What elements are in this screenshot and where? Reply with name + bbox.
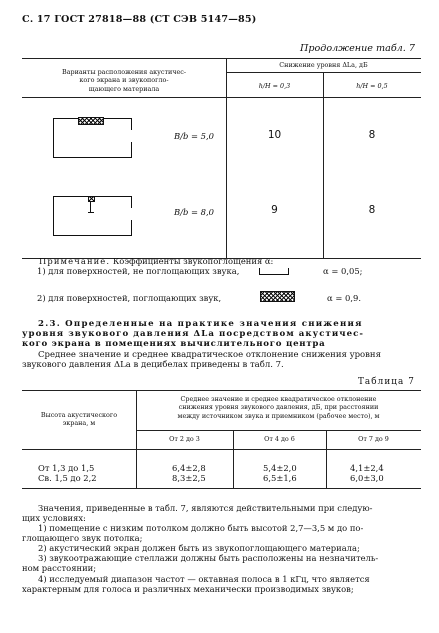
r1-2-3: 6,4±2,8 bbox=[172, 463, 206, 473]
ratio-03-header: h/H = 0,3 bbox=[258, 82, 291, 90]
section-heading-line-3: кого экрана в помещениях вычислительного центра bbox=[22, 339, 326, 349]
condition-3-line-1: 3) звукоотражающие стеллажи должны быть расположены на незначитель- bbox=[38, 553, 379, 563]
condition-3-line-2: ном расстоянии; bbox=[22, 563, 97, 573]
distance-7-9-header: От 7 до 9 bbox=[358, 435, 389, 443]
row-1-label: B/b = 5,0 bbox=[174, 131, 214, 141]
page-header: С. 17 ГОСТ 27818—88 (СТ СЭВ 5147—85) bbox=[22, 14, 257, 25]
r1-7-9: 4,1±2,4 bbox=[350, 463, 384, 473]
section-paragraph-line-2: звукового давления ΔLa в децибелах приведены в табл. 7. bbox=[22, 360, 284, 370]
note-item-1-value: α = 0,05; bbox=[323, 266, 363, 276]
row-1-value-05: 8 bbox=[368, 129, 376, 141]
non-absorbing-symbol bbox=[259, 268, 289, 275]
table-continuation-label: Продолжение табл. 7 bbox=[299, 43, 415, 54]
distance-2-3-header: От 2 до 3 bbox=[169, 435, 200, 443]
section-paragraph-line-1: Среднее значение и среднее квадратическое отклонение снижения уровня bbox=[38, 350, 381, 360]
r2-4-6: 6,5±1,6 bbox=[263, 473, 297, 483]
distance-4-6-header: От 4 до 6 bbox=[264, 435, 295, 443]
condition-4-line-1: 4) исследуемый диапазон частот — октавная полоса в 1 кГц, что является bbox=[38, 574, 370, 584]
row-2-value-05: 8 bbox=[368, 204, 376, 216]
condition-1-line-1: 1) помещение с низким потолком должно быть высотой 2,7—3,5 м до по- bbox=[38, 523, 364, 533]
row-1-value-03: 10 bbox=[267, 129, 282, 141]
condition-4-line-2: характерным для голоса и различных механически производимых звуков; bbox=[22, 584, 354, 594]
note-title: Примечание. bbox=[39, 256, 111, 266]
absorbing-symbol bbox=[260, 291, 295, 302]
r1-4-6: 5,4±2,0 bbox=[263, 463, 297, 473]
r2-2-3: 8,3±2,5 bbox=[172, 473, 206, 483]
note-item-2-value: α = 0,9. bbox=[327, 293, 361, 303]
arrangement-column-header: Варианты расположения акустичес- кого экрана и звукопогло- щающего материала bbox=[62, 68, 186, 93]
table-7-caption: Таблица 7 bbox=[357, 377, 415, 387]
height-row-2: Св. 1,5 до 2,2 bbox=[38, 473, 97, 483]
note-item-1 bbox=[37, 266, 239, 276]
note-item-1-text: 1) для поверхностей, не поглощающих звука, bbox=[37, 266, 240, 276]
reduction-column-header: Снижение уровня ΔLa, дБ bbox=[279, 61, 368, 69]
conditions-intro-2: щих условиях: bbox=[22, 513, 86, 523]
height-row-1: От 1,3 до 1,5 bbox=[38, 463, 95, 473]
note-item-2-text: 2) для поверхностей, поглощающих звук, bbox=[37, 293, 222, 303]
note-text: Коэффициенты звукопоглощения α: bbox=[112, 256, 274, 266]
conditions-intro-1: Значения, приведенные в табл. 7, являются действительными при следую- bbox=[38, 503, 373, 513]
mean-deviation-header: Среднее значение и среднее квадратическое отклонение снижения уровня звукового давления, дБ, при расстоянии между источником звука и приемником (рабочее место), м bbox=[177, 395, 380, 420]
section-heading-line-1: 2.3. Определенные на практике значения снижения bbox=[38, 319, 363, 329]
section-heading-line-2: уровня звукового давления ΔLa посредством акустичес- bbox=[22, 329, 365, 339]
ratio-05-header: h/H = 0,5 bbox=[356, 82, 388, 90]
condition-2: 2) акустический экран должен быть из звукопоглощающего материала; bbox=[38, 543, 360, 553]
condition-1-line-2: глощающего звук потолка; bbox=[22, 533, 143, 543]
row-2-label: B/b = 8,0 bbox=[174, 207, 214, 217]
screen-height-header: Высота акустического экрана, м bbox=[40, 411, 118, 428]
note bbox=[39, 256, 273, 266]
r2-7-9: 6,0±3,0 bbox=[350, 473, 384, 483]
row-2-value-03: 9 bbox=[271, 204, 278, 216]
